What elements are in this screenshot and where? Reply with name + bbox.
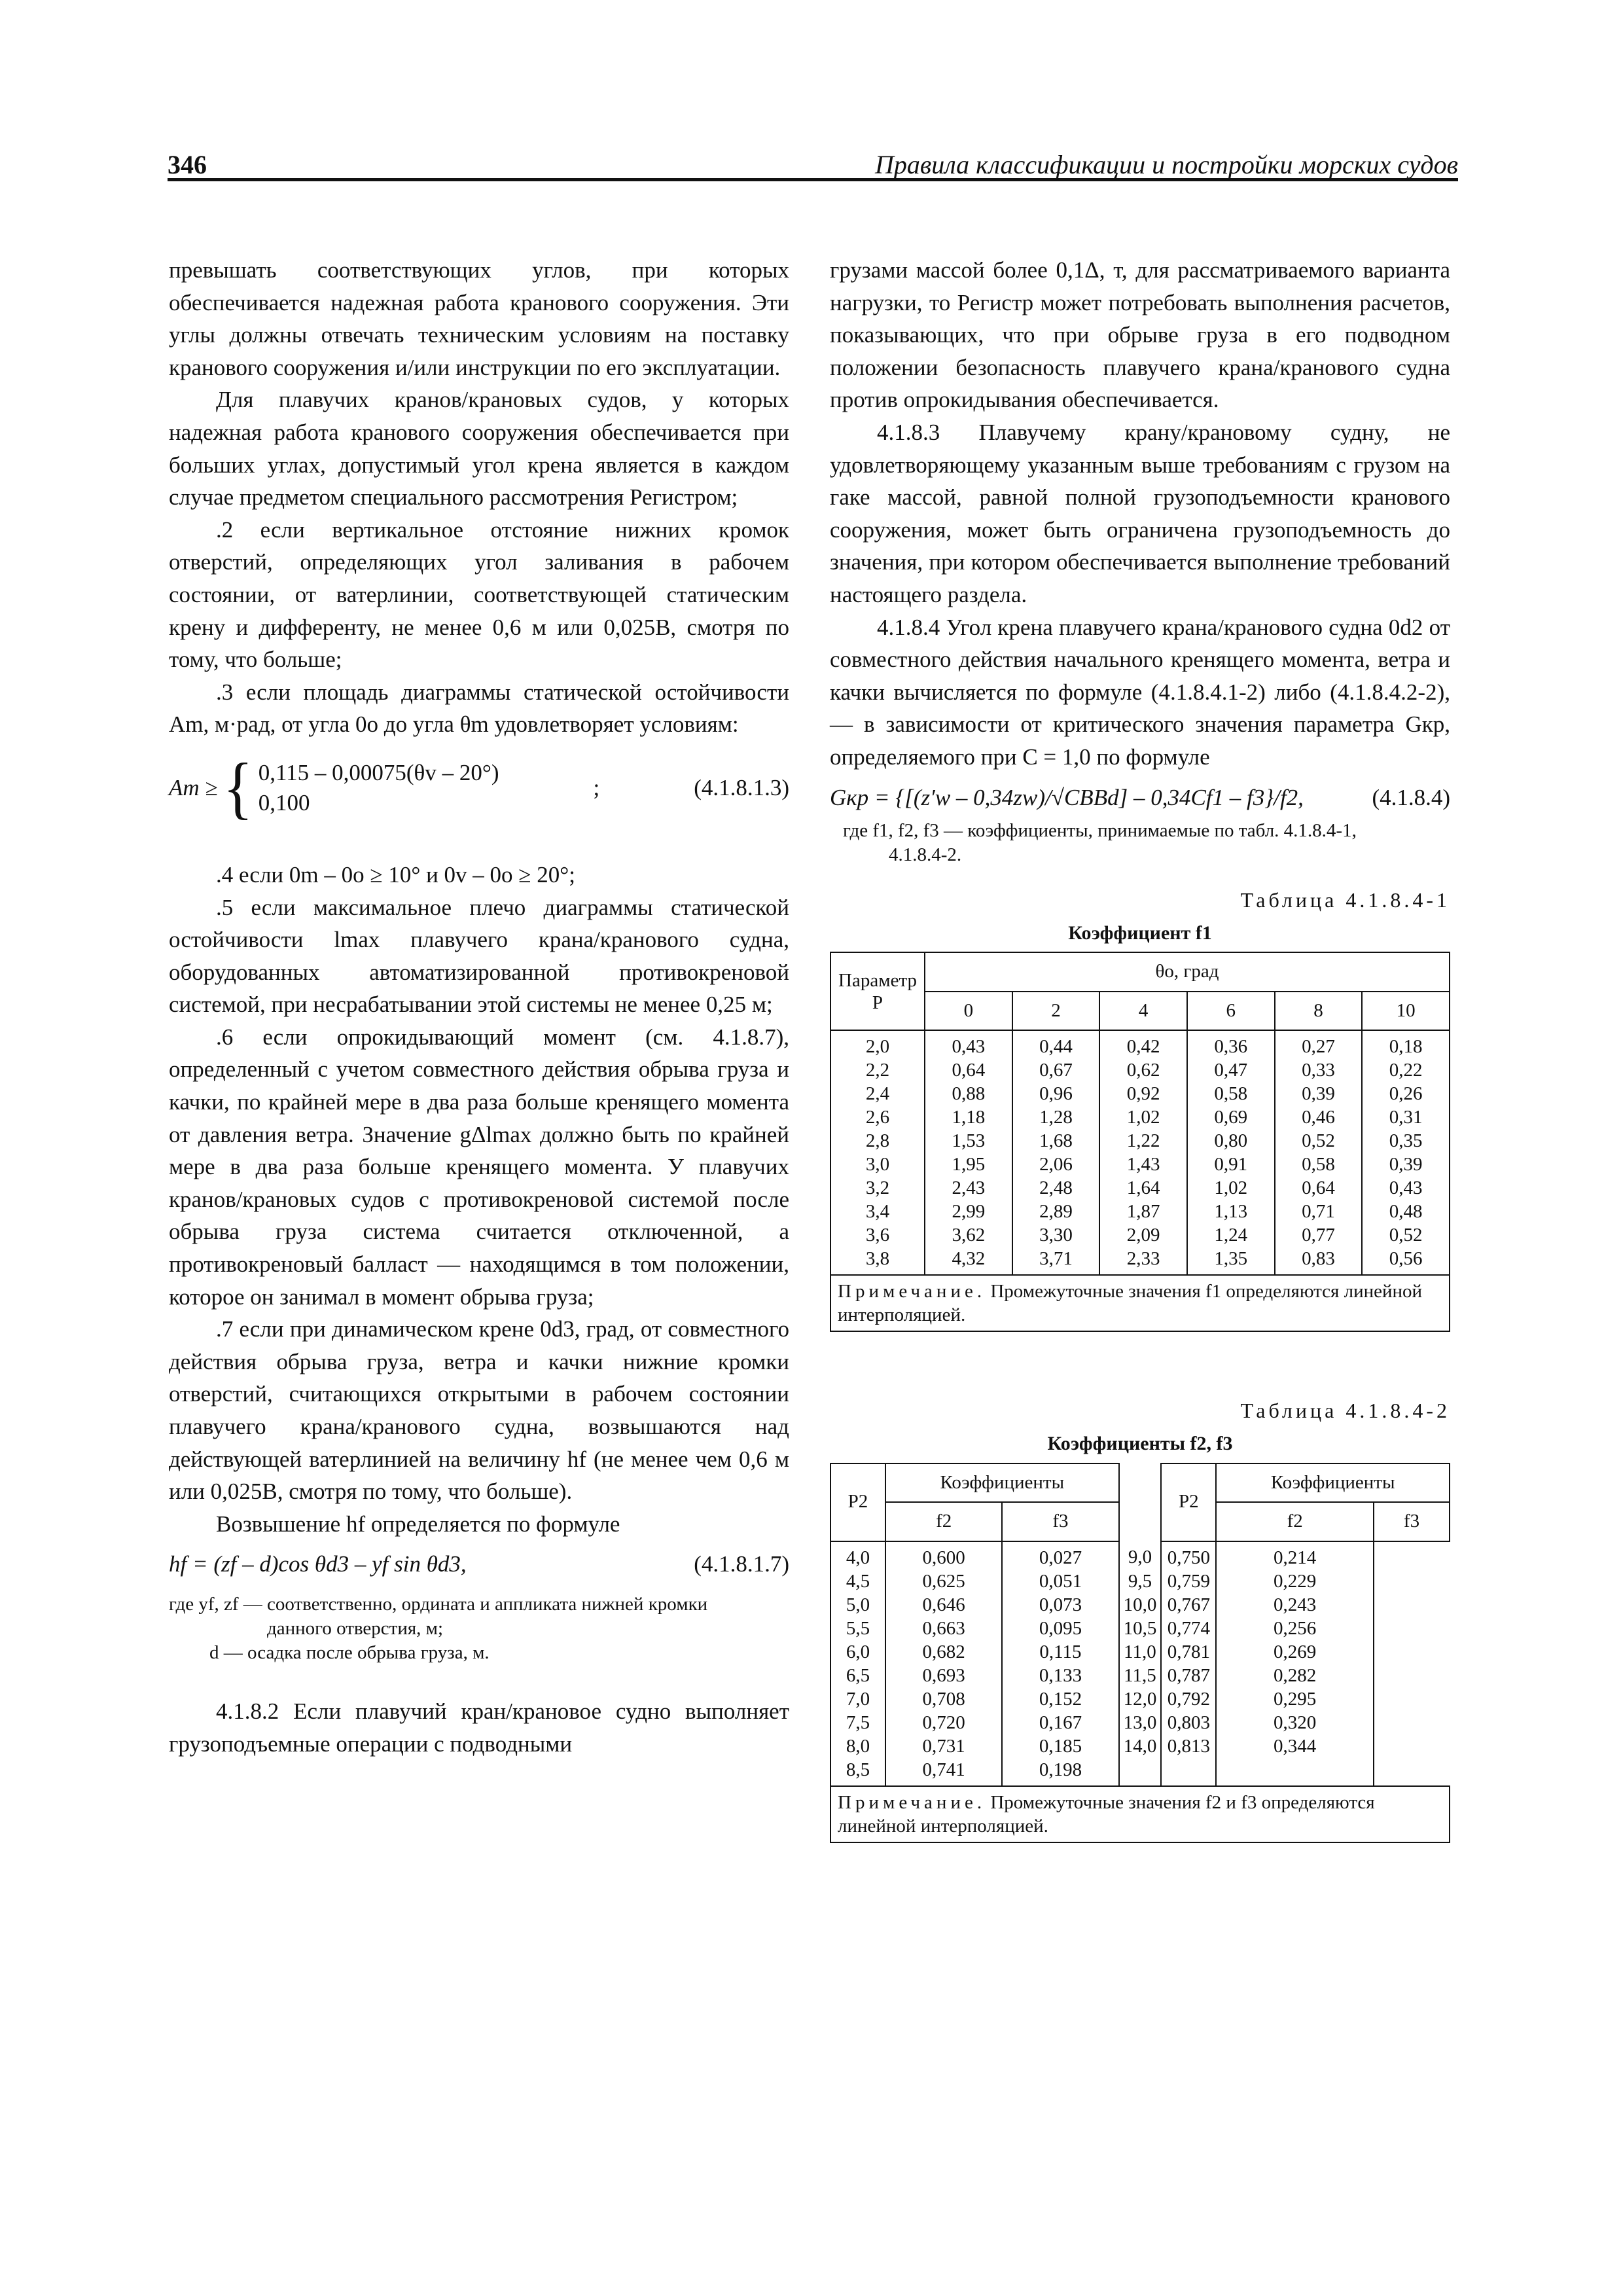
table-cell: 11,5 [1119, 1664, 1162, 1687]
table-row [830, 1200, 1450, 1223]
paragraph: 4.1.8.4 Угол крена плавучего крана/кранового судна 0d2 от совместного действия начального кренящего момента, ветра и качки вычисляется по формуле (4.1.8.4.1-2) либо (4.1.8.4.2-2), — в зависимости от критического значения параметра Gкр, определяемого при C = 1,0 по формуле [830, 614, 1450, 770]
table-cell: 0,96 [1012, 1082, 1100, 1105]
table-cell: 6,0 [830, 1640, 885, 1664]
table-cell: 0,693 [885, 1664, 1002, 1687]
table-cell: 0,767 [1161, 1593, 1216, 1617]
table-cell: 0,781 [1161, 1640, 1216, 1664]
table-cell: 1,02 [1099, 1105, 1187, 1129]
table-cell: 1,68 [1012, 1129, 1100, 1153]
table-cell: 0,48 [1362, 1200, 1450, 1223]
paragraph: Для плавучих кранов/крановых судов, у которых надежная работа кранового сооружения обеспечивается при больших углах, допустимый угол крена является в каждом случае предметом специального рассмотрения Регистром; [169, 387, 789, 511]
table-cell: 0,720 [885, 1711, 1002, 1734]
table-cell: 0,792 [1161, 1687, 1216, 1711]
table-row [830, 1711, 1450, 1734]
brace-icon: { [223, 749, 253, 827]
paragraph: .5 если максимальное плечо диаграммы статической остойчивости lmax плавучего крана/кранового судна, оборудованных автоматизированной противокреновой системой, при несрабатывании этой системы не менее 0,25 м; [169, 894, 789, 1018]
table-cell: 5,0 [830, 1593, 885, 1617]
table-row [830, 1153, 1450, 1176]
table-title: Коэффициенты f2, f3 [1047, 1433, 1233, 1455]
table-cell: 4,5 [830, 1570, 885, 1593]
table-cell: 2,4 [830, 1082, 925, 1105]
running-title: Правила классификации и постройки морских судов [874, 150, 1458, 179]
table-cell: 0,36 [1187, 1030, 1275, 1058]
table-cell: 0,027 [1002, 1541, 1118, 1570]
table-cell: 0,663 [885, 1617, 1002, 1640]
table-cell: 0,115 [1002, 1640, 1118, 1664]
table-cell: 2,0 [830, 1030, 925, 1058]
legend-line: d — осадка после обрыва груза, м. [209, 1641, 490, 1663]
table-cell: 0,133 [1002, 1664, 1118, 1687]
table-cell: 1,87 [1099, 1200, 1187, 1223]
paragraph: Возвышение hf определяется по формуле [216, 1511, 620, 1537]
table-cell: 5,5 [830, 1617, 885, 1640]
table-note [830, 1275, 1450, 1331]
formula-4-1-8-1-7 [169, 1548, 789, 1581]
table-cell: 0,64 [1275, 1176, 1363, 1200]
table-row [830, 1030, 1450, 1058]
table-cell: 0,095 [1002, 1617, 1118, 1640]
column-header: 8 [1275, 992, 1363, 1031]
table-cell: 0,44 [1012, 1030, 1100, 1058]
formula-separator: ; [593, 775, 600, 801]
table-cell: 0,229 [1216, 1570, 1374, 1593]
table-cell: 2,48 [1012, 1176, 1100, 1200]
formula-4-1-8-1-3 [169, 749, 789, 827]
column-header: Коэффициенты [1216, 1463, 1450, 1503]
table-f2-f3 [830, 1463, 1450, 1843]
note-text: Промежуточные значения f2 и f3 определяются линейной интерполяцией. [838, 1791, 1375, 1837]
legend-line: где f1, f2, f3 — коэффициенты, принимаемые по табл. 4.1.8.4-1, [843, 820, 1357, 842]
column-header: θo, град [925, 952, 1450, 992]
column-header: f2 [885, 1502, 1002, 1541]
table-cell [1119, 1758, 1162, 1786]
table-cell: 0,52 [1275, 1129, 1363, 1153]
table-cell: 0,269 [1216, 1640, 1374, 1664]
table-cell: 0,71 [1275, 1200, 1363, 1223]
table-cell: 0,185 [1002, 1734, 1118, 1758]
table-row [830, 1058, 1450, 1082]
column-header: Параметр P [830, 952, 925, 1030]
column-header: P2 [1161, 1463, 1216, 1541]
table-row [830, 1687, 1450, 1711]
table-f1 [830, 952, 1450, 1332]
table-cell: 0,18 [1362, 1030, 1450, 1058]
table-cell: 0,43 [925, 1030, 1012, 1058]
table-cell: 0,35 [1362, 1129, 1450, 1153]
table-cell: 11,0 [1119, 1640, 1162, 1664]
table-cell: 0,256 [1216, 1617, 1374, 1640]
table-row [830, 1223, 1450, 1247]
table-cell: 4,0 [830, 1541, 885, 1570]
table-cell: 13,0 [1119, 1711, 1162, 1734]
table-cell: 14,0 [1119, 1734, 1162, 1758]
paragraph: 4.1.8.2 Если плавучий кран/крановое судно выполняет грузоподъемные операции с подводными [169, 1698, 789, 1757]
table-cell: 0,167 [1002, 1711, 1118, 1734]
table-cell: 0,52 [1362, 1223, 1450, 1247]
column-header: f3 [1374, 1502, 1450, 1541]
formula-4-1-8-4 [830, 781, 1450, 814]
table-cell: 3,62 [925, 1223, 1012, 1247]
note-label: Примечание. [838, 1281, 986, 1302]
table-cell: 0,774 [1161, 1617, 1216, 1640]
table-cell: 0,62 [1099, 1058, 1187, 1082]
table-cell [1216, 1758, 1374, 1786]
table-cell: 0,198 [1002, 1758, 1118, 1786]
table-cell: 0,214 [1216, 1541, 1374, 1570]
table-cell: 7,0 [830, 1687, 885, 1711]
table-cell: 0,46 [1275, 1105, 1363, 1129]
column-header: f3 [1002, 1502, 1118, 1541]
table-cell: 0,813 [1161, 1734, 1216, 1758]
table-cell: 0,39 [1275, 1082, 1363, 1105]
table-cell: 0,27 [1275, 1030, 1363, 1058]
table-cell: 3,71 [1012, 1247, 1100, 1275]
table-cell: 0,051 [1002, 1570, 1118, 1593]
table-cell: 0,80 [1187, 1129, 1275, 1153]
table-cell: 2,43 [925, 1176, 1012, 1200]
paragraph: грузами массой более 0,1Δ, т, для рассматриваемого варианта нагрузки, то Регистр может потребовать выполнения расчетов, показывающих, что при обрыве груза в его подводном положении безопасность плавучего крана/кранового судна против опрокидывания обеспечивается. [830, 257, 1450, 413]
table-cell: 0,39 [1362, 1153, 1450, 1176]
table-cell: 0,33 [1275, 1058, 1363, 1082]
table-cell: 0,708 [885, 1687, 1002, 1711]
equation-number: (4.1.8.1.3) [694, 775, 789, 801]
table-cell: 1,64 [1099, 1176, 1187, 1200]
table-cell: 1,18 [925, 1105, 1012, 1129]
table-cell: 0,31 [1362, 1105, 1450, 1129]
table-title: Коэффициент f1 [1068, 922, 1212, 944]
formula-line: 0,115 – 0,00075(θv – 20°) [258, 759, 499, 785]
table-cell: 3,8 [830, 1247, 925, 1275]
formula-legend [169, 1592, 789, 1665]
table-cell: 0,47 [1187, 1058, 1275, 1082]
note-label: Примечание. [838, 1791, 986, 1813]
page-number: 346 [168, 150, 207, 179]
table-cell [1161, 1758, 1216, 1786]
table-cell: 0,91 [1187, 1153, 1275, 1176]
table-cell: 1,43 [1099, 1153, 1187, 1176]
right-column [830, 254, 1450, 1843]
table-row [830, 1176, 1450, 1200]
table-cell: 1,22 [1099, 1129, 1187, 1153]
table-row [830, 1247, 1450, 1275]
table-cell: 0,320 [1216, 1711, 1374, 1734]
table-cell: 3,6 [830, 1223, 925, 1247]
paragraph: .3 если площадь диаграммы статической остойчивости Am, м·рад, от угла 0o до угла θm удовлетворяет условиям: [169, 679, 789, 738]
table-cell: 2,06 [1012, 1153, 1100, 1176]
table-cell: 0,600 [885, 1541, 1002, 1570]
table-cell: 1,53 [925, 1129, 1012, 1153]
table-cell: 2,99 [925, 1200, 1012, 1223]
table-cell: 0,64 [925, 1058, 1012, 1082]
table-row [830, 1640, 1450, 1664]
table-cell: 10,0 [1119, 1593, 1162, 1617]
table-cell: 8,5 [830, 1758, 885, 1786]
formula-line: 0,100 [258, 789, 310, 816]
table-cell: 8,0 [830, 1734, 885, 1758]
table-cell: 2,33 [1099, 1247, 1187, 1275]
paragraph: .4 если 0m – 0o ≥ 10° и 0v – 0o ≥ 20°; [216, 861, 575, 888]
legend-line: где yf, zf — соответственно, ордината и аппликата нижней кромки [169, 1593, 708, 1615]
table-cell: 0,56 [1362, 1247, 1450, 1275]
table-row [830, 1541, 1450, 1570]
table-cell: 0,42 [1099, 1030, 1187, 1058]
equation-number: (4.1.8.1.7) [694, 1551, 789, 1577]
table-cell: 2,6 [830, 1105, 925, 1129]
table-cell: 0,67 [1012, 1058, 1100, 1082]
table-cell: 0,243 [1216, 1593, 1374, 1617]
table-row [830, 1593, 1450, 1617]
table-cell: 9,0 [1119, 1541, 1162, 1570]
table-cell: 0,92 [1099, 1082, 1187, 1105]
table-cell: 0,83 [1275, 1247, 1363, 1275]
table-cell: 0,731 [885, 1734, 1002, 1758]
table-cell: 0,295 [1216, 1687, 1374, 1711]
table-cell: 7,5 [830, 1711, 885, 1734]
equation-number: (4.1.8.4) [1372, 784, 1450, 810]
table-cell: 2,2 [830, 1058, 925, 1082]
table-row [830, 1570, 1450, 1593]
table-cell: 2,8 [830, 1129, 925, 1153]
formula-legend [830, 819, 1450, 867]
table-cell: 0,58 [1275, 1153, 1363, 1176]
table-cell: 3,2 [830, 1176, 925, 1200]
column-header: P2 [830, 1463, 885, 1541]
table-row [830, 1617, 1450, 1640]
table-cell: 1,28 [1012, 1105, 1100, 1129]
table-cell: 0,344 [1216, 1734, 1374, 1758]
table-cell: 12,0 [1119, 1687, 1162, 1711]
table-cell: 0,787 [1161, 1664, 1216, 1687]
table-note [830, 1786, 1450, 1842]
table-cell: 0,26 [1362, 1082, 1450, 1105]
table-cell: 2,09 [1099, 1223, 1187, 1247]
table-row [830, 1082, 1450, 1105]
table-cell: 0,77 [1275, 1223, 1363, 1247]
table-cell: 2,89 [1012, 1200, 1100, 1223]
column-header: 0 [925, 992, 1012, 1031]
table-row [830, 1734, 1450, 1758]
note-text: Промежуточные значения f1 определяются линейной интерполяцией. [838, 1281, 1423, 1326]
table-cell: 0,741 [885, 1758, 1002, 1786]
table-row [830, 1105, 1450, 1129]
paragraph: .2 если вертикальное отстояние нижних кромок отверстий, определяющих угол заливания в рабочем состоянии, от ватерлинии, соответствующей статическим крену и дифференту, не менее 0,6 м или 0,025B, смотря по тому, что больше; [169, 516, 789, 673]
table-caption: Таблица 4.1.8.4-2 [1240, 1399, 1450, 1423]
table-cell: 4,32 [925, 1247, 1012, 1275]
column-header: 6 [1187, 992, 1275, 1031]
table-row [830, 1664, 1450, 1687]
table-cell: 0,22 [1362, 1058, 1450, 1082]
table-cell: 0,152 [1002, 1687, 1118, 1711]
paragraph: 4.1.8.3 Плавучему крану/крановому судну, не удовлетворяющему указанным выше требованиям с грузом на гаке массой, равной полной грузоподъемности кранового сооружения, может быть ограничена грузоподъемность до значения, при котором обеспечивается выполнение требований настоящего раздела. [830, 419, 1450, 607]
table-cell: 0,88 [925, 1082, 1012, 1105]
page-header [168, 149, 1458, 181]
table-cell: 0,803 [1161, 1711, 1216, 1734]
legend-line: 4.1.8.4-2. [889, 844, 962, 866]
table-cell: 1,24 [1187, 1223, 1275, 1247]
table-cell: 1,02 [1187, 1176, 1275, 1200]
table-cell: 0,282 [1216, 1664, 1374, 1687]
formula-text: Gкр = {[(z′w – 0,34zw)/√CBBd] – 0,34Cf1 – f3}/f2, [830, 784, 1304, 810]
table-cell: 3,4 [830, 1200, 925, 1223]
paragraph: .6 если опрокидывающий момент (см. 4.1.8.7), определенный с учетом совместного действия обрыва груза и качки, по крайней мере в два раза больше кренящего момента от давления ветра. Значение gΔlmax должно быть по крайней мере в два раза больше кренящего момента. У плавучих кранов/крановых судов с противокреновой системой после обрыва груза система считается отключенной, а противокреновый балласт — находящимся в том положении, которое он занимал в момент обрыва груза; [169, 1024, 789, 1310]
table-cell: 0,646 [885, 1593, 1002, 1617]
table-cell: 0,682 [885, 1640, 1002, 1664]
table-cell: 0,759 [1161, 1570, 1216, 1593]
column-header: f2 [1216, 1502, 1374, 1541]
table-cell: 3,0 [830, 1153, 925, 1176]
table-cell: 10,5 [1119, 1617, 1162, 1640]
table-cell: 9,5 [1119, 1570, 1162, 1593]
formula-text: hf = (zf – d)cos θd3 – yf sin θd3, [169, 1551, 467, 1577]
table-row [830, 1758, 1450, 1786]
table-cell: 3,30 [1012, 1223, 1100, 1247]
column-header: 2 [1012, 992, 1100, 1031]
formula-lhs: Am ≥ [169, 775, 218, 801]
table-cell: 0,625 [885, 1570, 1002, 1593]
table-cell: 1,13 [1187, 1200, 1275, 1223]
column-header: 4 [1099, 992, 1187, 1031]
table-cell: 0,69 [1187, 1105, 1275, 1129]
paragraph: превышать соответствующих углов, при которых обеспечивается надежная работа кранового сооружения. Эти углы должны отвечать техническим условиям на поставку кранового сооружения и/или инструкции по его эксплуатации. [169, 257, 789, 380]
column-header: Коэффициенты [885, 1463, 1119, 1503]
table-row [830, 1129, 1450, 1153]
left-column [169, 254, 789, 1760]
column-header: 10 [1362, 992, 1450, 1031]
table-cell: 1,35 [1187, 1247, 1275, 1275]
table-cell: 0,073 [1002, 1593, 1118, 1617]
table-caption: Таблица 4.1.8.4-1 [1240, 888, 1450, 912]
table-cell: 6,5 [830, 1664, 885, 1687]
table-cell: 0,43 [1362, 1176, 1450, 1200]
paragraph: .7 если при динамическом крене 0d3, град, от совместного действия обрыва груза, ветра и качки нижние кромки отверстий, считающихся открытыми в рабочем состоянии плавучего крана/кранового судна, возвышаются над действующей ватерлинией на величину hf (не менее чем 0,6 м или 0,025B, смотря по тому, что больше). [169, 1316, 789, 1505]
legend-line: данного отверстия, м; [267, 1617, 444, 1639]
column-divider [1119, 1463, 1162, 1541]
table-cell: 0,750 [1161, 1541, 1216, 1570]
table-cell: 1,95 [925, 1153, 1012, 1176]
table-cell: 0,58 [1187, 1082, 1275, 1105]
